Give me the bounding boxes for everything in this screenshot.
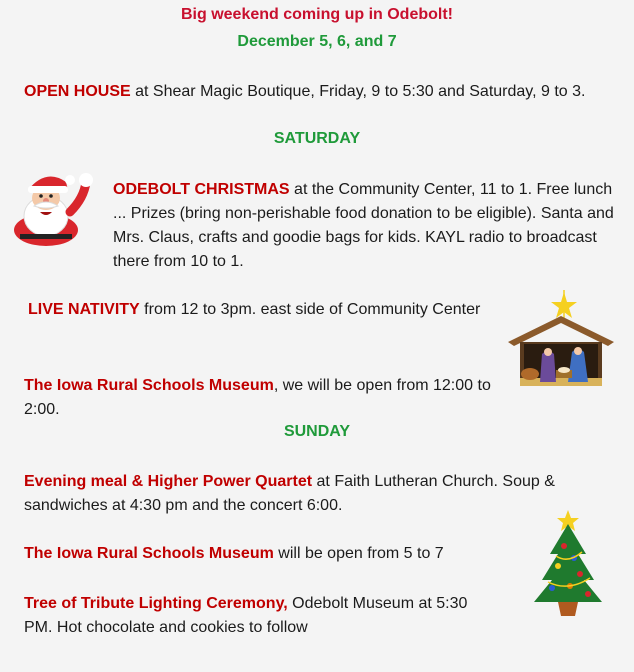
santa-clipart-icon [6,168,96,248]
event-lead: ODEBOLT CHRISTMAS [113,181,290,198]
event-odebolt-christmas [113,178,618,274]
event-text: , we will be open from 12:00 to 2:00. [24,377,491,418]
event-text: at the Community Center, 11 to 1. Free lunch ... Prizes (bring non-perishable food donation to be eligible). Santa and Mrs. Claus, crafts and goodie bags for kids. KAYL radio to broadcast there from 10 to 1. [113,181,614,270]
date-line: December 5, 6, and 7 [237,33,397,50]
event-lead: OPEN HOUSE [24,83,131,100]
event-museum-sunday [24,542,524,566]
sunday-heading: SUNDAY [283,423,351,440]
nativity-clipart-icon [506,290,616,390]
event-live-nativity [24,298,494,322]
event-text: at Shear Magic Boutique, Friday, 9 to 5:30 and Saturday, 9 to 3. [130,83,586,100]
saturday-heading: SATURDAY [273,130,361,147]
event-text: from 12 to 3pm. east side of Community Center [139,301,481,318]
event-text: will be open from 5 to 7 [273,545,444,562]
event-lead: The Iowa Rural Schools Museum [24,545,274,562]
event-lead: Tree of Tribute Lighting Ceremony, [24,595,288,612]
event-open-house [24,80,614,104]
event-lead: The Iowa Rural Schools Museum [24,377,274,394]
event-text: Odebolt Museum at 5:30 PM. Hot chocolate and cookies to follow [24,595,468,636]
event-lead: Evening meal & Higher Power Quartet [24,473,313,490]
event-lead: LIVE NATIVITY [28,301,140,318]
event-museum-saturday [24,374,494,422]
christmas-tree-clipart-icon [528,506,608,618]
headline: Big weekend coming up in Odebolt! [180,6,453,23]
event-text: at Faith Lutheran Church. Soup & sandwiches at 4:30 pm and the concert 6:00. [24,473,555,514]
event-tree-of-tribute [24,592,494,640]
